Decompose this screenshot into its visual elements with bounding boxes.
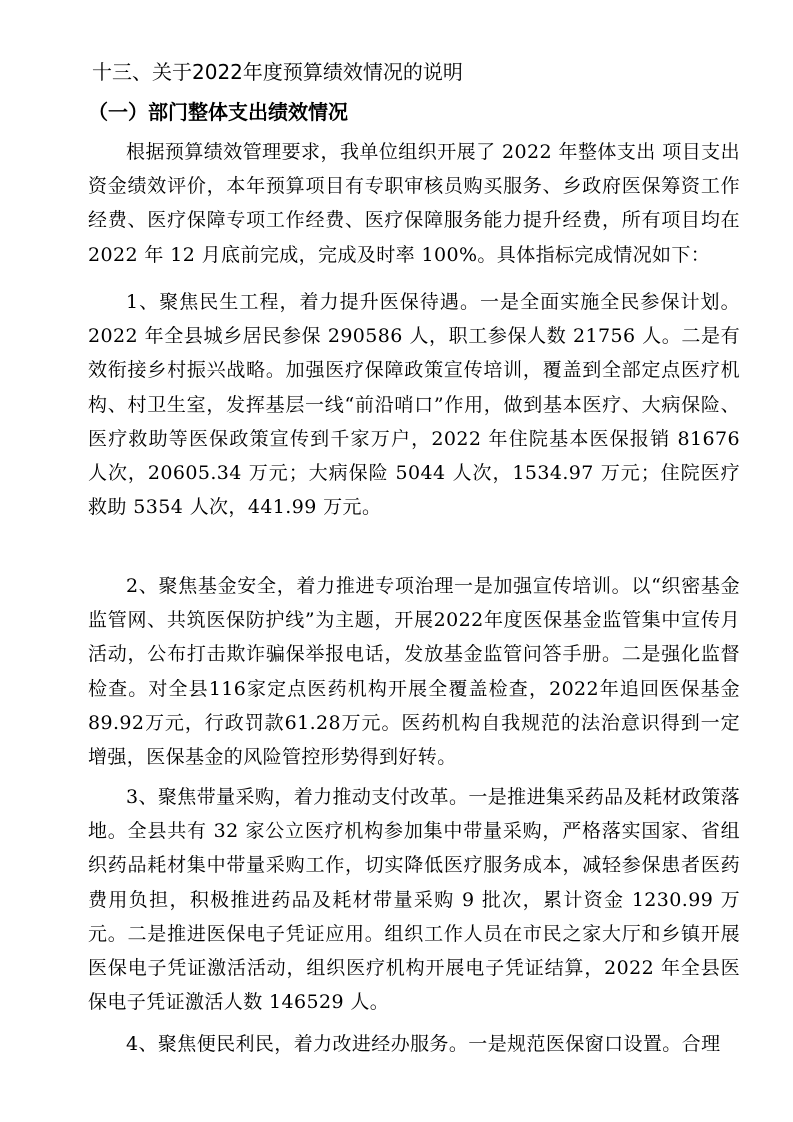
paragraph-intro: 根据预算绩效管理要求，我单位组织开展了 2022 年整体支出 项目支出资金绩效评价，本年预算项目有专职审核员购买服务、乡政府医保筹资工作经费、医疗保障专项工作经费、医疗保障服务能力提升经费，所有项目均在 2022 年 12 月底前完成，完成及时率 100%。具体指标完成情况如下： [88, 141, 740, 266]
paragraph-item-4: 4、聚焦便民利民，着力改进经办服务。一是规范医保窗口设置。合理 [126, 1033, 721, 1055]
section-title: 十三、关于2022年度预算绩效情况的说明 [92, 60, 463, 84]
subsection-title: （一）部门整体支出绩效情况 [88, 100, 348, 124]
paragraph-item-3: 3、聚焦带量采购，着力推动支付改革。一是推进集采药品及耗材政策落地。全县共有 32 家公立医疗机构参加集中带量采购，严格落实国家、省组织药品耗材集中带量采购工作，切实降低医疗服务成本，减轻参保患者医药费用负担，积极推进药品及耗材带量采购 9 批次，累计资金 1230.99 万元。二是推进医保电子凭证应用。组织工作人员在市民之家大厅和乡镇开展医保电子凭证激活活动，组织医疗机构开展电子凭证结算，2022 年全县医保电子凭证激活人数 146529 人。 [88, 786, 740, 1014]
paragraph-item-1: 1、聚焦民生工程，着力提升医保待遇。一是全面实施全民参保计划。2022 年全县城乡居民参保 290586 人，职工参保人数 21756 人。二是有效衔接乡村振兴战略。加强医疗保障政策宣传培训，覆盖到全部定点医疗机构、村卫生室，发挥基层一线“前沿哨口”作用，做到基本医疗、大病保险、医疗救助等医保政策宣传到千家万户，2022 年住院基本医保报销 81676 人次，20605.34 万元；大病保险 5044 人次，1534.97 万元；住院医疗救助 5354 人次，441.99 万元。 [88, 291, 740, 519]
paragraph-item-2: 2、聚焦基金安全，着力推进专项治理一是加强宣传培训。以“织密基金监管网、共筑医保防护线”为主题，开展2022年度医保基金监管集中宣传月活动，公布打击欺诈骗保举报电话，发放基金监管问答手册。二是强化监督检查。对全县116家定点医药机构开展全覆盖检查，2022年追回医保基金89.92万元，行政罚款61.28万元。医药机构自我规范的法治意识得到一定增强，医保基金的风险管控形势得到好转。 [88, 575, 740, 769]
